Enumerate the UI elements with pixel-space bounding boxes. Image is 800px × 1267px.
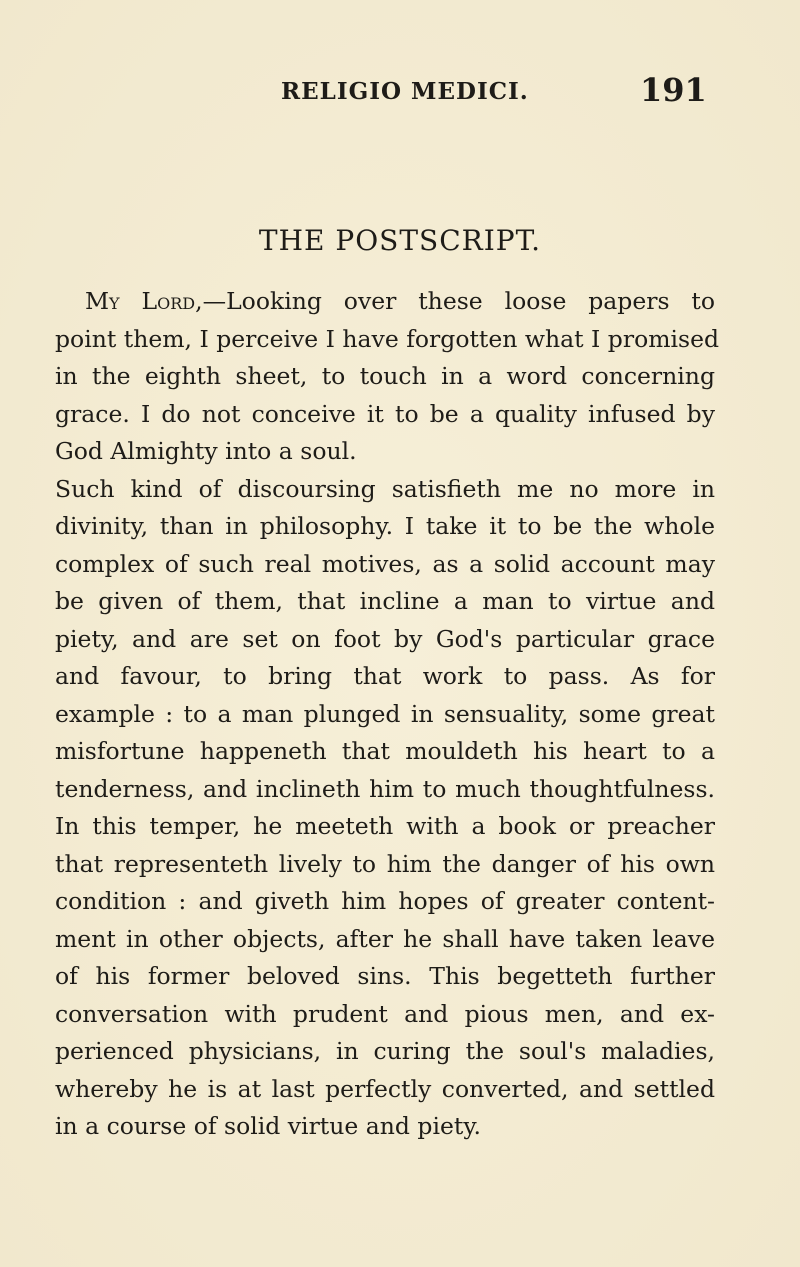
- chapter-title: THE POSTSCRIPT.: [258, 224, 542, 257]
- text-line: ment in other objects, after he shall have taken leave: [55, 924, 715, 953]
- text-line: grace. I do not conceive it to be a quality infused by: [55, 399, 715, 428]
- text-line: condition : and giveth him hopes of greater content-: [55, 887, 715, 915]
- text-line: misfortune happeneth that mouldeth his heart to a: [55, 737, 715, 765]
- text-line: God Almighty into a soul.: [55, 437, 357, 465]
- running-title: RELIGIO MEDICI.: [281, 78, 529, 105]
- salutation: My Lord,: [85, 287, 203, 315]
- text-line: and favour, to bring that work to pass. As for: [55, 662, 715, 690]
- text-line: divinity, than in philosophy. I take it to be the whole: [55, 512, 715, 540]
- text-line: perienced physicians, in curing the soul's maladies,: [55, 1037, 715, 1065]
- running-head: [0, 70, 800, 110]
- text-line: of his former beloved sins. This begetteth further: [55, 962, 715, 990]
- opening-line-rest: —Looking over these loose papers to: [202, 287, 715, 315]
- text-line: [55, 283, 715, 321]
- text-line: in the eighth sheet, to touch in a word concerning: [55, 362, 715, 390]
- text-line: that representeth lively to him the danger of his own: [55, 849, 715, 878]
- text-line: piety, and are set on foot by God's particular grace: [55, 624, 715, 653]
- body-text: [55, 283, 720, 1146]
- text-line: be given of them, that incline a man to virtue and: [55, 587, 715, 615]
- text-line: whereby he is at last perfectly converted, and settled: [55, 1074, 715, 1103]
- text-line: in a course of solid virtue and piety.: [55, 1112, 481, 1140]
- text-line: conversation with prudent and pious men, and ex-: [55, 999, 715, 1028]
- text-line: example : to a man plunged in sensuality, some great: [55, 699, 715, 728]
- text-line: In this temper, he meeteth with a book or preacher: [55, 812, 715, 840]
- text-line: point them, I perceive I have forgotten what I promised: [55, 324, 720, 353]
- page-number: 191: [640, 71, 707, 109]
- text-line: tenderness, and inclineth him to much thoughtfulness.: [55, 774, 715, 803]
- text-line: complex of such real motives, as a solid account may: [55, 549, 715, 578]
- text-line: Such kind of discoursing satisfieth me no more in: [55, 474, 715, 503]
